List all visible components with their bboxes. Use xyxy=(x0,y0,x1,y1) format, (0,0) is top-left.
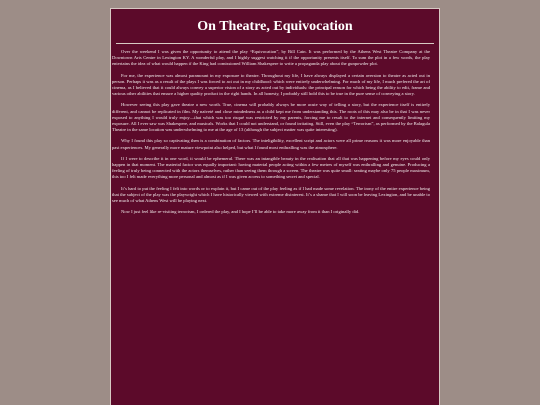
paragraph-5: If I were to describe it in one word, it would be ephemeral. There was an intangible beauty in the realisation that all that was happening before my eyes could only happen in that moment. The material factor was equally important: having material people acting within a few metres of myself was enthralling and genuine. Producing a feeling of truly being connected with the actors themselves, rather than seeing them through a screen. The theatre was quite small: seating maybe only 75 people maximum, this too I felt made everything more personal and almost as if I was given access to something secret and special. xyxy=(112,155,430,180)
paragraph-6: It’s hard to put the feeling I felt into words or to explain it, but I came out of the play feeling as if I had made some revelation. The irony of the entire experience being that the subject of the play was the playwright which I have historically viewed with extreme disinterest. It’s a shame that I will soon be leaving Lexington, and be unable to see much of what Athens West will be playing next. xyxy=(112,185,430,204)
article-body xyxy=(112,49,430,405)
paragraph-2: For me, the experience was almost paramount in my exposure to theatre. Throughout my life, I have always displayed a certain aversion to theatre as acted out in person. Perhaps it was as a result of the plays I was forced to act out in my childhood: which were entirely underwhelming. For much of my life, I much prefered the art of cinema, as I believed that it could always convey a superior vision of a story as acted out by individuals: the principal reason for which being the ability to edit, frame and various other abilities that ensure a higher quality product in the right hands. In all honesty, I probably still hold this to be true in the pure sense of conveying a story. xyxy=(112,72,430,97)
page-title: On Theatre, Equivocation xyxy=(197,19,353,34)
paragraph-1: Over the weekend I was given the opportunity to attend the play “Equivocation”, by Bill Cain. It was performed by the Athens West Theatre Company at the Downtown Arts Centre in Lexington KY. A wonderful play, and I highly suggest watching it if the opportunity presents itself. To sum the plot in a few words, the play entertains the idea of what would happen if the King had comissioned William Shakespere to write a propaganda play about the gunpowder plot. xyxy=(112,49,430,67)
paragraph-3: However seeing this play gave theatre a new worth. True, cinema will probably always be more acute way of telling a story, but the experience itself is entirely different, and cannot be replicated in film. My naïveté and close mindedness as a child kept me from understanding this. The roots of this may also be in that I was never exposed to anything I would truly enjoy—that which was too risqué was restricted by my parents, forcing me to result to the internet and consequently limiting my exposure. All I ever saw was Shakespere, and musicals. Works that I could not understand, or found irritating. Still, even the play “Terrorism”, as performed by the Balagula Theatre in the same location was underwhelming to me at the age of 13 (although the subject matter was quite interesting). xyxy=(112,102,430,133)
paragraph-7: Now I just feel like re-visiting terrorism, I ordered the play, and I hope I’ll be able to take more away from it than I originally did. xyxy=(121,209,360,215)
title-divider xyxy=(116,43,434,44)
paragraph-4: Why I found this play so captivating then is a combination of factors. The inteligibility, excellent script and actors were all prime reasons it was more enjoyable than past experiences. My generally more mature viewpoint also helped, but what I found most enthralling was the atmosphere. xyxy=(112,138,430,150)
